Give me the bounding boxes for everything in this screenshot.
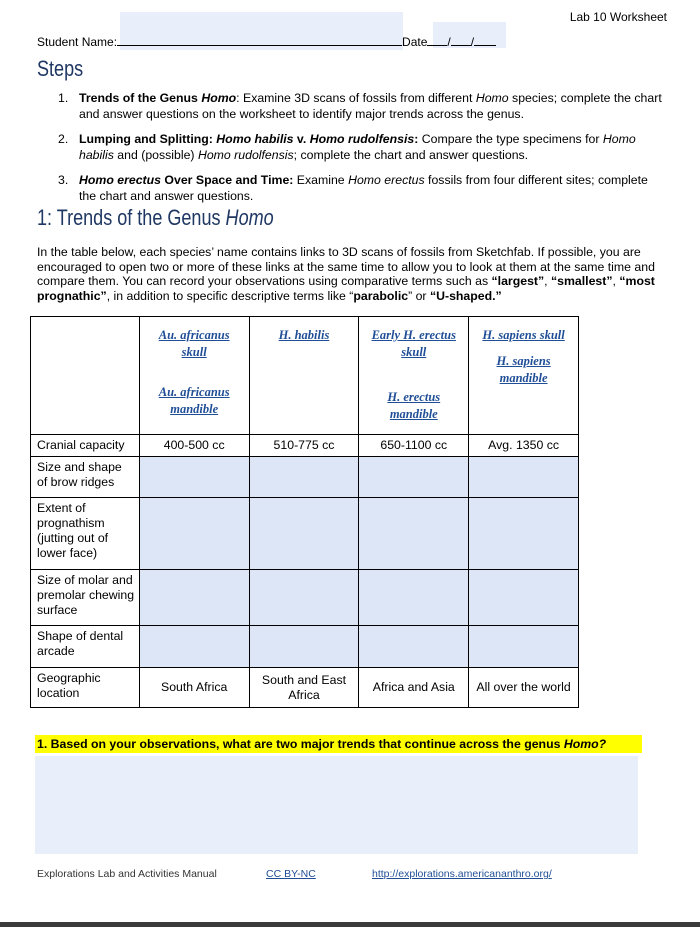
column-header [469,317,579,435]
answer-cell[interactable] [249,570,359,626]
answer-cell[interactable] [249,626,359,668]
species-link[interactable]: H. sapiens skull [482,328,565,342]
footer-manual: Explorations Lab and Activities Manual [37,868,217,880]
answer-box[interactable] [35,756,638,854]
row-label: Size and shape of brow ridges [31,457,140,498]
table-cell: All over the world [469,668,579,708]
answer-cell[interactable] [359,498,469,570]
species-link[interactable]: H. erectus mandible [387,390,441,421]
step-text: Trends of the Genus Homo: Examine 3D scans of fossils from different Homo species; complete the chart and answer questions on the worksheet to identify major trends across the genus. [79,91,662,121]
table-cell: Avg. 1350 cc [469,435,579,457]
table-row [31,435,579,457]
student-name-line [37,33,496,49]
date-slash: / [470,35,475,49]
answer-cell[interactable] [359,626,469,668]
answer-cell[interactable] [139,457,249,498]
row-label: Geographic location [31,668,140,708]
question-prompt: 1. Based on your observations, what are two major trends that continue across the genus Homo? [35,735,642,753]
table-cell: Africa and Asia [359,668,469,708]
answer-cell[interactable] [469,626,579,668]
answer-cell[interactable] [139,570,249,626]
answer-cell[interactable] [359,570,469,626]
table-row [31,626,579,668]
step-text: Homo erectus Over Space and Time: Examine Homo erectus fossils from four different sites; complete the chart and answer questions. [79,173,648,203]
column-header [249,317,359,435]
date-slash: / [447,35,451,49]
step-item [58,90,668,122]
column-header [139,317,249,435]
species-link[interactable]: H. sapiens mandible [496,354,551,385]
answer-cell[interactable] [359,457,469,498]
answer-cell[interactable] [139,626,249,668]
row-label: Cranial capacity [31,435,140,457]
trends-table [30,316,579,708]
step-number: 2. [58,132,69,146]
answer-cell[interactable] [469,457,579,498]
website-link[interactable]: http://explorations.americananthro.org/ [372,868,552,880]
steps-heading: Steps [37,56,84,81]
answer-cell[interactable] [249,457,359,498]
table-cell: 510-775 cc [249,435,359,457]
species-link[interactable]: Au. africanus mandible [158,385,230,416]
step-text: Lumping and Splitting: Homo habilis v. Homo rudolfensis: Compare the type specimens for Homo habilis and (possible) Homo rudolfensis; complete the chart and answer questions. [79,132,636,162]
species-link[interactable]: H. habilis [278,328,330,342]
table-cell: 650-1100 cc [359,435,469,457]
worksheet-label: Lab 10 Worksheet [569,10,667,24]
table-header-row [31,317,579,435]
species-link[interactable]: Au. africanus skull [158,328,230,359]
date-label: Date [402,35,428,49]
steps-list [58,90,668,213]
license-link[interactable]: CC BY-NC [266,868,316,880]
answer-cell[interactable] [139,498,249,570]
table-cell: South and East Africa [249,668,359,708]
table-row [31,498,579,570]
step-number: 3. [58,173,69,187]
answer-cell[interactable] [469,498,579,570]
answer-cell[interactable] [249,498,359,570]
step-item [58,172,668,204]
row-label: Extent of prognathism (jutting out of lower face) [31,498,140,570]
section-heading: 1: Trends of the Genus Homo [37,205,274,230]
table-row [31,570,579,626]
step-item [58,131,668,163]
step-number: 1. [58,91,69,105]
table-cell: South Africa [139,668,249,708]
row-label: Shape of dental arcade [31,626,140,668]
intro-paragraph: In the table below, each species’ name contains links to 3D scans of fossils from Sketchfab. If possible, you are encouraged to open two or more of these links at the same time to allow you to look at them at the same time and compare them. You can record your observations using comparative terms such as “largest”, “smallest”, “most prognathic”, in addition to specific descriptive terms like “parabolic” or “U-shaped.” [37,245,655,303]
row-label: Size of molar and premolar chewing surface [31,570,140,626]
table-cell: 400-500 cc [139,435,249,457]
table-row [31,457,579,498]
species-link[interactable]: Early H. erectus skull [371,328,456,359]
table-corner [31,317,140,435]
bottom-bar [0,922,700,927]
table-row [31,668,579,708]
student-name-label: Student Name: [37,35,118,49]
answer-cell[interactable] [469,570,579,626]
column-header [359,317,469,435]
